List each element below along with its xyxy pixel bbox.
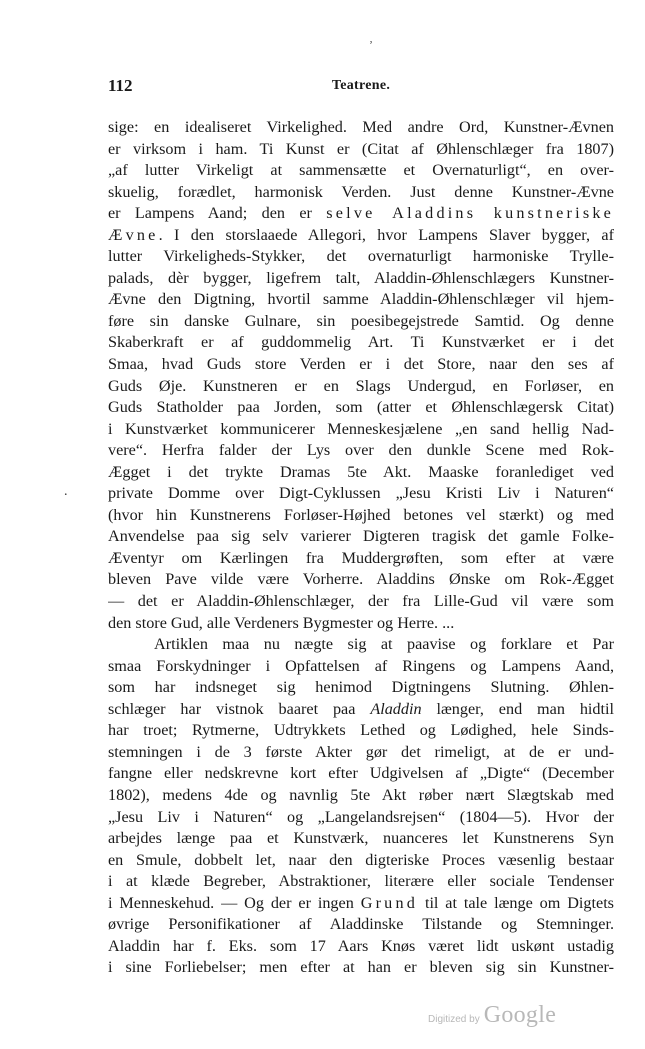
text-line: stemningen i de 3 første Akter gør det rimeligt, at de er und- <box>108 742 614 761</box>
spaced-emphasis: selve Aladdins kunstneriske <box>326 204 614 223</box>
text-line: bleven Pave vilde være Vorherre. Aladdins Ønske om Rok-Ægget <box>108 570 614 589</box>
text-line: i at klæde Begreber, Abstraktioner, literære eller sociale Tendenser <box>108 872 614 891</box>
text-line: (hvor hin Kunstnerens Forløser-Højhed betones vel stærkt) og med <box>108 505 614 524</box>
page-number: 112 <box>108 76 133 95</box>
google-logo: Google <box>483 1002 557 1028</box>
text-line: Guds Øje. Kunstneren er en Slags Undergud, en Forløser, en <box>108 376 614 395</box>
text-line: „af lutter Virkeligt at sammensætte et Overnaturligt“, en over- <box>108 161 614 180</box>
text-line: sige: en idealiseret Virkelighed. Med andre Ord, Kunstner-Ævnen <box>108 118 614 136</box>
watermark-prefix: Digitized by <box>428 1014 480 1025</box>
text-line-emphasis: er Lampens Aand; den er selve Aladdins kunstneriske <box>108 204 614 223</box>
text-line: — det er Aladdin-Øhlenschlæger, der fra Lille-Gud vil være som <box>108 592 614 611</box>
text-line: som har indsneget sig henimod Digtningens Slutning. Øhlen- <box>108 678 614 697</box>
italic-title: Aladdin <box>370 699 422 718</box>
text-line: Ævne den Digtning, hvortil samme Aladdin-Øhlenschlæger vil hjem- <box>108 290 614 309</box>
text-line: lutter Virkeligheds-Stykker, det overnaturligt harmoniske Trylle- <box>108 247 614 266</box>
text-line: Smaa, hvad Guds store Verden er i det Store, naar den ses af <box>108 355 614 374</box>
text-line: Ægget i det trykte Dramas 5te Akt. Maaske foranlediget ved <box>108 462 614 481</box>
text-line: i Kunstværket kommunicerer Menneskesjælene „en sand hellig Nad- <box>108 419 614 438</box>
text-line: Ævne. I den storslaaede Allegori, hvor Lampens Slaver bygger, af <box>108 225 614 244</box>
top-stray-mark: ʼ <box>369 38 373 52</box>
text-line: Skaberkraft er af guddommelig Art. Ti Kunstværket er i det <box>108 333 614 352</box>
text-line-emphasis: i Menneskehud. — Og der er ingen Grund til at tale længe om Digtets <box>108 893 614 912</box>
text-line: Æventyr om Kærlingen fra Muddergrøften, som efter at være <box>108 548 614 567</box>
text-line: føre sin danske Gulnare, sin poesibegejstrede Samtid. Og denne <box>108 311 614 330</box>
text-line: 1802), medens 4de og navnlig 5te Akt røber nært Slægtskab med <box>108 785 614 804</box>
text-line: private Domme over Digt-Cyklussen „Jesu Kristi Liv i Naturen“ <box>108 484 614 503</box>
text-line-with-title: schlæger har vistnok baaret paa Aladdin længer, end man hidtil <box>108 699 614 718</box>
text-line: er virksom i ham. Ti Kunst er (Citat af Øhlenschlæger fra 1807) <box>108 139 614 158</box>
text-line: smaa Forskydninger i Opfattelsen af Ringens og Lampens Aand, <box>108 656 614 675</box>
text-line: fangne eller nedskrevne kort efter Udgivelsen af „Digte“ (December <box>108 764 614 783</box>
text-line: Guds Statholder paa Jorden, som (atter et Øhlenschlægersk Citat) <box>108 398 614 417</box>
text-line: palads, dèr bygger, ligefrem talt, Aladdin-Øhlenschlægers Kunstner- <box>108 268 614 287</box>
text-line: vere“. Herfra falder der Lys over den dunkle Scene med Rok- <box>108 441 614 460</box>
text-line: Aladdin har f. Eks. som 17 Aars Knøs været lidt uskønt ustadig <box>108 936 614 955</box>
margin-mark: . <box>64 484 68 499</box>
text-line: „Jesu Liv i Naturen“ og „Langelandsrejsen“ (1804—5). Hvor der <box>108 807 614 826</box>
digitized-watermark <box>428 1002 556 1029</box>
text-line: har troet; Rytmerne, Udtrykkets Lethed og Lødighed, hele Sinds- <box>108 721 614 740</box>
text-line: Anvendelse paa sig selv varierer Digteren tragisk det gamle Folke- <box>108 527 614 546</box>
text-line: en Smule, dobbelt let, naar den digteriske Proces væsenlig bestaar <box>108 850 614 869</box>
paragraph-start-line: Artiklen maa nu nægte sig at paavise og forklare et Par <box>154 635 614 654</box>
spaced-emphasis: Ævne <box>108 225 159 244</box>
text-line: skuelig, forædlet, harmonisk Verden. Just denne Kunstner-Ævne <box>108 182 614 201</box>
running-title: Teatrene. <box>331 78 391 93</box>
page-header <box>108 76 614 100</box>
text-line: øvrige Personifikationer af Aladdinske Tilstande og Stemninger. <box>108 915 614 934</box>
paragraph-end-line: den store Gud, alle Verdeners Bygmester og Herre. ... <box>108 613 455 632</box>
text-line: i sine Forliebelser; men efter at han er bleven sig sin Kunstner- <box>108 958 614 977</box>
body-text <box>108 117 614 979</box>
spaced-emphasis: Grund <box>360 893 419 912</box>
text-line: arbejdes længe paa et Kunstværk, nuanceres let Kunstnerens Syn <box>108 829 614 848</box>
